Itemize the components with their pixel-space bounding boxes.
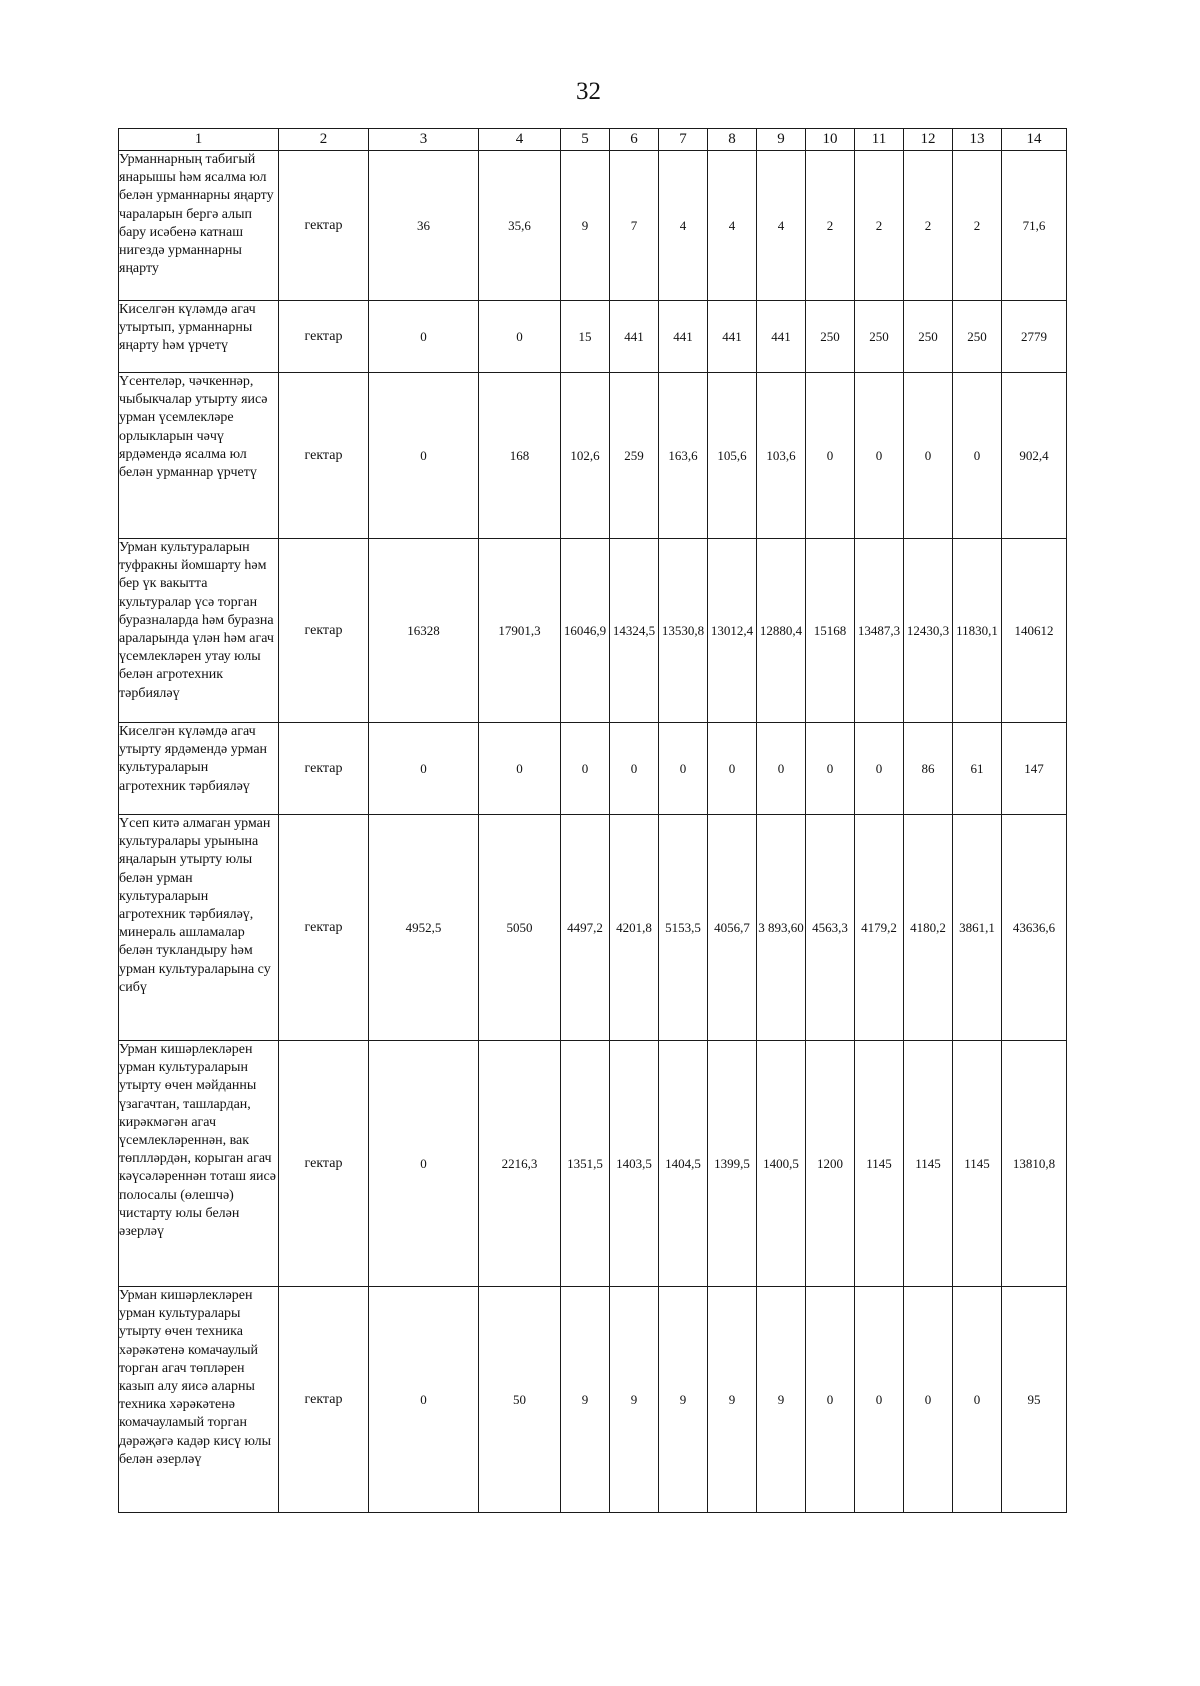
value-cell: 16328	[369, 539, 479, 723]
row-description: Үсеп китә алмаган урман культуралары урынына яңаларын утырту юлы белән урман культураларын агротехник тәрбияләү, минераль ашламалар белән тукландыру һәм урман культураларына су сибү	[119, 815, 279, 1041]
value-cell: 4	[708, 151, 757, 301]
value-cell: 0	[369, 301, 479, 373]
table-row	[119, 723, 1067, 815]
value-cell: 3 893,60	[757, 815, 806, 1041]
value-cell: 103,6	[757, 373, 806, 539]
value-cell: 13012,4	[708, 539, 757, 723]
value-cell: 2	[806, 151, 855, 301]
value-cell: 105,6	[708, 373, 757, 539]
header-cell: 5	[561, 129, 610, 151]
value-cell: 4952,5	[369, 815, 479, 1041]
value-cell: 4056,7	[708, 815, 757, 1041]
header-cell: 6	[610, 129, 659, 151]
value-cell: 9	[708, 1287, 757, 1513]
value-cell: 0	[369, 1287, 479, 1513]
value-cell: 1351,5	[561, 1041, 610, 1287]
header-cell: 13	[953, 129, 1002, 151]
value-cell: 902,4	[1002, 373, 1067, 539]
value-cell: 441	[708, 301, 757, 373]
row-description: Үсентеләр, чәчкеннәр, чыбыкчалар утырту яисә урман үсемлекләре орлыкларын чәчү ярдәмендә ясалма юл белән урманнар үрчетү	[119, 373, 279, 539]
value-cell: 9	[659, 1287, 708, 1513]
value-cell: 0	[904, 373, 953, 539]
table-row	[119, 1041, 1067, 1287]
value-cell: 1404,5	[659, 1041, 708, 1287]
value-cell: 0	[855, 1287, 904, 1513]
value-cell: 95	[1002, 1287, 1067, 1513]
value-cell: 36	[369, 151, 479, 301]
header-cell: 8	[708, 129, 757, 151]
header-cell: 14	[1002, 129, 1067, 151]
value-cell: 0	[561, 723, 610, 815]
value-cell: 0	[806, 373, 855, 539]
row-description: Урман культураларын туфракны йомшарту һәм бер үк вакытта культуралар үсә торган буразналарда һәм буразна араларында үлән һәм агач үсемлекләрен утау юлы белән агротехник тәрбияләү	[119, 539, 279, 723]
value-cell: 4179,2	[855, 815, 904, 1041]
table-row	[119, 539, 1067, 723]
value-cell: 16046,9	[561, 539, 610, 723]
value-cell: 86	[904, 723, 953, 815]
value-cell: 1403,5	[610, 1041, 659, 1287]
row-unit: гектар	[279, 373, 369, 539]
value-cell: 9	[561, 151, 610, 301]
value-cell: 14324,5	[610, 539, 659, 723]
value-cell: 7	[610, 151, 659, 301]
value-cell: 0	[953, 1287, 1002, 1513]
value-cell: 0	[953, 373, 1002, 539]
value-cell: 0	[806, 1287, 855, 1513]
value-cell: 163,6	[659, 373, 708, 539]
value-cell: 441	[757, 301, 806, 373]
row-unit: гектар	[279, 723, 369, 815]
value-cell: 15	[561, 301, 610, 373]
value-cell: 13530,8	[659, 539, 708, 723]
value-cell: 2	[953, 151, 1002, 301]
value-cell: 13810,8	[1002, 1041, 1067, 1287]
value-cell: 0	[369, 1041, 479, 1287]
value-cell: 0	[757, 723, 806, 815]
row-description: Киселгән күләмдә агач утырту ярдәмендә урман культураларын агротехник тәрбияләү	[119, 723, 279, 815]
value-cell: 168	[479, 373, 561, 539]
header-cell: 4	[479, 129, 561, 151]
value-cell: 0	[659, 723, 708, 815]
table-row	[119, 373, 1067, 539]
value-cell: 17901,3	[479, 539, 561, 723]
value-cell: 1145	[904, 1041, 953, 1287]
value-cell: 0	[806, 723, 855, 815]
value-cell: 0	[479, 723, 561, 815]
value-cell: 441	[610, 301, 659, 373]
row-unit: гектар	[279, 1287, 369, 1513]
header-cell: 11	[855, 129, 904, 151]
header-cell: 1	[119, 129, 279, 151]
header-row	[119, 129, 1067, 151]
value-cell: 102,6	[561, 373, 610, 539]
value-cell: 43636,6	[1002, 815, 1067, 1041]
value-cell: 1400,5	[757, 1041, 806, 1287]
value-cell: 71,6	[1002, 151, 1067, 301]
row-unit: гектар	[279, 815, 369, 1041]
row-unit: гектар	[279, 1041, 369, 1287]
row-unit: гектар	[279, 151, 369, 301]
value-cell: 0	[369, 373, 479, 539]
value-cell: 0	[708, 723, 757, 815]
value-cell: 61	[953, 723, 1002, 815]
value-cell: 1145	[953, 1041, 1002, 1287]
value-cell: 250	[904, 301, 953, 373]
row-unit: гектар	[279, 301, 369, 373]
table-row	[119, 151, 1067, 301]
value-cell: 0	[479, 301, 561, 373]
value-cell: 12430,3	[904, 539, 953, 723]
value-cell: 50	[479, 1287, 561, 1513]
row-unit: гектар	[279, 539, 369, 723]
value-cell: 4563,3	[806, 815, 855, 1041]
value-cell: 5153,5	[659, 815, 708, 1041]
header-cell: 2	[279, 129, 369, 151]
header-cell: 3	[369, 129, 479, 151]
table-row	[119, 1287, 1067, 1513]
header-cell: 7	[659, 129, 708, 151]
row-description: Урманнарның табигый янарышы һәм ясалма юл белән урманнарны яңарту чараларын бергә алып бару исәбенә катнаш нигездә урманнарны яңарту	[119, 151, 279, 301]
value-cell: 4201,8	[610, 815, 659, 1041]
value-cell: 259	[610, 373, 659, 539]
value-cell: 250	[855, 301, 904, 373]
value-cell: 2	[855, 151, 904, 301]
row-description: Урман кишәрлекләрен урман культураларын утырту өчен мәйданны үзагачтан, ташлардан, кирәкмәгән агач үсемлекләреннән, вак төплләрдән, корыган агач кәүсәләреннән тоташ яисә полосалы (өлешчә) чистарту юлы белән әзерләү	[119, 1041, 279, 1287]
value-cell: 4180,2	[904, 815, 953, 1041]
page-number: 32	[576, 78, 601, 105]
value-cell: 9	[561, 1287, 610, 1513]
value-cell: 4	[659, 151, 708, 301]
header-cell: 9	[757, 129, 806, 151]
value-cell: 5050	[479, 815, 561, 1041]
table-row	[119, 301, 1067, 373]
value-cell: 147	[1002, 723, 1067, 815]
table-row	[119, 815, 1067, 1041]
header-cell: 12	[904, 129, 953, 151]
value-cell: 250	[953, 301, 1002, 373]
value-cell: 15168	[806, 539, 855, 723]
value-cell: 2216,3	[479, 1041, 561, 1287]
value-cell: 9	[610, 1287, 659, 1513]
value-cell: 441	[659, 301, 708, 373]
value-cell: 1200	[806, 1041, 855, 1287]
value-cell: 4	[757, 151, 806, 301]
value-cell: 1145	[855, 1041, 904, 1287]
value-cell: 35,6	[479, 151, 561, 301]
value-cell: 13487,3	[855, 539, 904, 723]
value-cell: 0	[855, 373, 904, 539]
value-cell: 9	[757, 1287, 806, 1513]
value-cell: 4497,2	[561, 815, 610, 1041]
value-cell: 0	[855, 723, 904, 815]
value-cell: 0	[369, 723, 479, 815]
row-description: Урман кишәрлекләрен урман культуралары утырту өчен техника хәрәкәтенә комачаулый торган агач төпләрен казып алу яисә аларны техника хәрәкәтенә комачауламый торган дәрәҗәгә кадәр кисү юлы белән әзерләү	[119, 1287, 279, 1513]
value-cell: 140612	[1002, 539, 1067, 723]
data-table	[118, 128, 1067, 1513]
value-cell: 250	[806, 301, 855, 373]
value-cell: 1399,5	[708, 1041, 757, 1287]
row-description: Киселгән күләмдә агач утыртып, урманнарны яңарту һәм үрчетү	[119, 301, 279, 373]
value-cell: 0	[610, 723, 659, 815]
value-cell: 11830,1	[953, 539, 1002, 723]
value-cell: 12880,4	[757, 539, 806, 723]
value-cell: 3861,1	[953, 815, 1002, 1041]
value-cell: 2	[904, 151, 953, 301]
value-cell: 2779	[1002, 301, 1067, 373]
header-cell: 10	[806, 129, 855, 151]
value-cell: 0	[904, 1287, 953, 1513]
